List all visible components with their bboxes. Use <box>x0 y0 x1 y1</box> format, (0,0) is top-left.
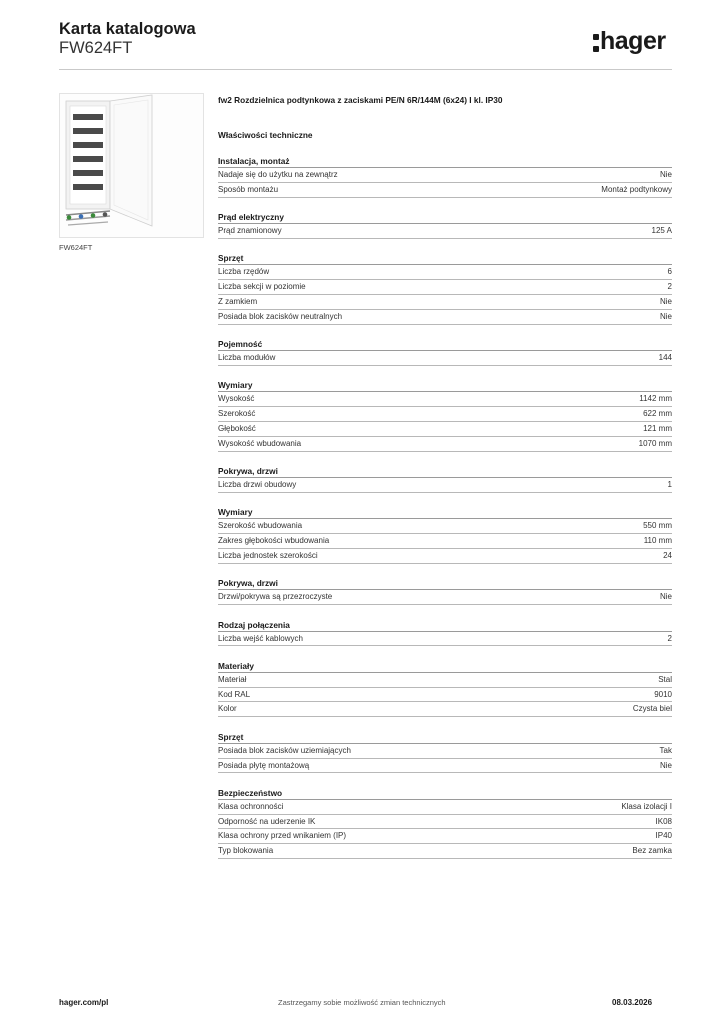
spec-label: Z zamkiem <box>218 296 258 306</box>
spec-value: Bez zamka <box>632 846 672 856</box>
spec-label: Posiada blok zacisków uziemiających <box>218 745 351 755</box>
spec-row <box>218 280 672 295</box>
spec-value: Nie <box>659 760 672 770</box>
spec-label: Kolor <box>218 704 237 714</box>
spec-row <box>218 519 672 534</box>
spec-row <box>218 590 672 605</box>
spec-row <box>218 673 672 688</box>
spec-section <box>218 660 672 717</box>
spec-label: Szerokość <box>218 409 256 419</box>
din-rail <box>73 142 103 148</box>
spec-section-title: Pokrywa, drzwi <box>218 577 672 590</box>
spec-label: Posiada płytę montażową <box>218 760 310 770</box>
spec-section <box>218 252 672 324</box>
spec-row <box>218 815 672 830</box>
spec-section-title: Pokrywa, drzwi <box>218 465 672 478</box>
spec-label: Kod RAL <box>218 689 251 699</box>
spec-label: Liczba jednostek szerokości <box>218 550 318 560</box>
din-rail <box>73 128 103 134</box>
spec-label: Głębokość <box>218 423 256 433</box>
spec-row <box>218 310 672 325</box>
document-title: Karta katalogowa <box>59 20 196 38</box>
spec-value: 2 <box>667 633 672 643</box>
spec-row <box>218 422 672 437</box>
spec-row <box>218 407 672 422</box>
spec-row <box>218 265 672 280</box>
spec-label: Prąd znamionowy <box>218 226 282 236</box>
spec-label: Nadaje się do użytku na zewnątrz <box>218 170 338 179</box>
footer-disclaimer: Zastrzegamy sobie możliwość zmian technicznych <box>278 998 446 1007</box>
spec-label: Klasa ochrony przed wnikaniem (IP) <box>218 831 347 841</box>
din-rail <box>73 184 103 190</box>
spec-value: 6 <box>667 267 672 277</box>
spec-section-title: Wymiary <box>218 379 672 392</box>
spec-value: 110 mm <box>643 536 672 546</box>
spec-section-title: Sprzęt <box>218 252 672 265</box>
spec-label: Liczba sekcji w poziomie <box>218 282 306 292</box>
footer-date: 08.03.2026 <box>612 998 653 1007</box>
product-code: FW624FT <box>59 39 133 57</box>
spec-value: IK08 <box>655 816 672 826</box>
spec-section-title: Sprzęt <box>218 731 672 744</box>
spec-label: Wysokość wbudowania <box>218 438 302 448</box>
spec-value: Tak <box>659 745 672 755</box>
spec-value: Stal <box>658 674 672 684</box>
spec-section <box>218 731 672 774</box>
spec-label: Zakres głębokości wbudowania <box>218 536 330 546</box>
spec-row <box>218 478 672 493</box>
spec-value: 24 <box>663 550 672 560</box>
spec-label: Liczba wejść kablowych <box>218 633 303 643</box>
spec-value: Nie <box>659 170 672 179</box>
spec-row <box>218 829 672 844</box>
spec-section <box>218 211 672 239</box>
din-rail <box>73 170 103 176</box>
image-caption: FW624FT <box>59 243 93 252</box>
spec-row <box>218 688 672 703</box>
spec-value: 9010 <box>654 689 672 699</box>
spec-value: 125 A <box>651 226 672 236</box>
spec-value: 2 <box>667 282 672 292</box>
distribution-board-illustration <box>60 94 203 237</box>
spec-label: Szerokość wbudowania <box>218 521 303 531</box>
spec-section-title: Pojemność <box>218 338 672 351</box>
spec-value: 121 mm <box>643 423 672 433</box>
spec-label: Typ blokowania <box>218 846 274 856</box>
spec-section <box>218 155 672 198</box>
spec-label: Liczba drzwi obudowy <box>218 480 297 490</box>
spec-label: Sposób montażu <box>218 184 279 194</box>
spec-section <box>218 338 672 366</box>
spec-row <box>218 168 672 183</box>
spec-row <box>218 392 672 407</box>
spec-value: Nie <box>659 311 672 321</box>
spec-row <box>218 702 672 717</box>
technical-properties-title: Właściwości techniczne <box>218 130 313 140</box>
spec-section-title: Materiały <box>218 660 672 673</box>
logo-colon-icon <box>593 34 599 52</box>
spec-section <box>218 506 672 563</box>
spec-section-title: Rodzaj połączenia <box>218 619 672 632</box>
spec-row <box>218 437 672 452</box>
spec-value: 1142 mm <box>639 394 672 404</box>
spec-label: Klasa ochronności <box>218 801 284 811</box>
spec-row <box>218 224 672 239</box>
spec-section-title: Prąd elektryczny <box>218 211 672 224</box>
spec-row <box>218 759 672 774</box>
product-image <box>59 93 204 238</box>
spec-label: Posiada blok zacisków neutralnych <box>218 311 343 321</box>
hager-logo[interactable] <box>593 26 666 56</box>
spec-value: Klasa izolacji I <box>621 801 672 811</box>
logo-text: hager <box>600 26 666 55</box>
spec-section <box>218 787 672 859</box>
spec-label: Odporność na uderzenie IK <box>218 816 316 826</box>
spec-row <box>218 844 672 859</box>
spec-row <box>218 800 672 815</box>
spec-row <box>218 744 672 759</box>
spec-row <box>218 351 672 366</box>
spec-value: Montaż podtynkowy <box>601 184 672 194</box>
spec-row <box>218 295 672 310</box>
spec-section <box>218 465 672 493</box>
spec-section-title: Bezpieczeństwo <box>218 787 672 800</box>
spec-row <box>218 534 672 549</box>
spec-value: 1070 mm <box>638 438 672 448</box>
spec-value: Nie <box>659 592 672 602</box>
spec-value: 550 mm <box>643 521 672 531</box>
header-divider <box>59 69 672 70</box>
spec-section-title: Wymiary <box>218 506 672 519</box>
spec-value: 144 <box>658 353 672 363</box>
spec-label: Drzwi/pokrywa są przezroczyste <box>218 592 333 602</box>
spec-label: Wysokość <box>218 394 255 404</box>
spec-value: Czysta biel <box>632 704 672 714</box>
spec-row <box>218 632 672 647</box>
spec-label: Materiał <box>218 674 247 684</box>
spec-row <box>218 549 672 564</box>
spec-section-title: Instalacja, montaż <box>218 155 672 168</box>
spec-row <box>218 183 672 198</box>
spec-section <box>218 577 672 605</box>
spec-value: 1 <box>667 480 672 490</box>
spec-value: 622 mm <box>643 409 672 419</box>
din-rail <box>73 156 103 162</box>
spec-value: Nie <box>659 296 672 306</box>
product-name: fw2 Rozdzielnica podtynkowa z zaciskami PE/N 6R/144M (6x24) I kl. IP30 <box>218 95 503 105</box>
spec-section <box>218 379 672 451</box>
spec-label: Liczba rzędów <box>218 267 270 277</box>
spec-section <box>218 619 672 647</box>
footer-website[interactable]: hager.com/pl <box>59 998 109 1007</box>
spec-label: Liczba modułów <box>218 353 276 363</box>
spec-value: IP40 <box>655 831 672 841</box>
din-rail <box>73 114 103 120</box>
